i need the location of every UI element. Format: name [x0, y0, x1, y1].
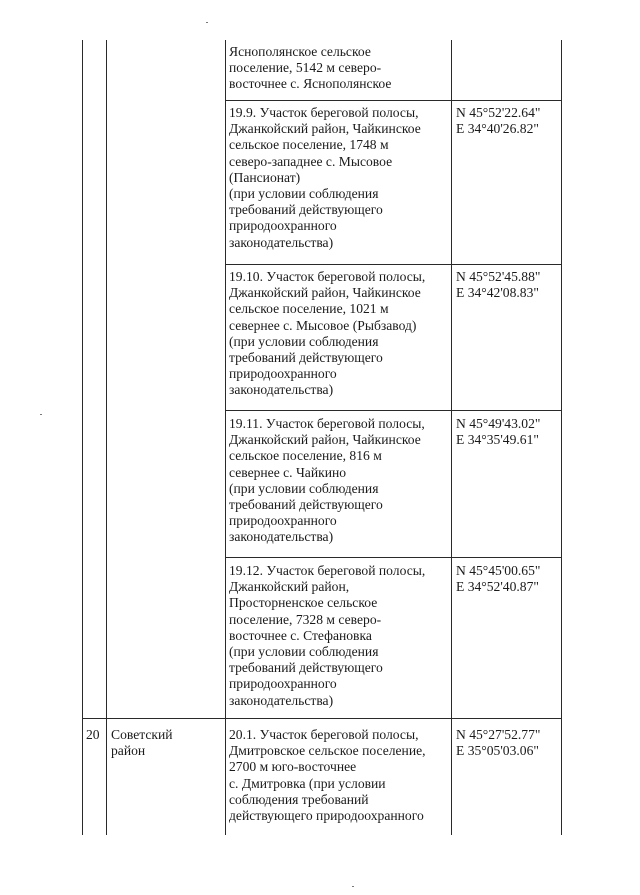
- row-divider: [225, 100, 562, 101]
- text-line: требований действующего: [229, 497, 383, 513]
- text-line: сельское поселение, 1021 м: [229, 301, 389, 317]
- coordinate-longitude: E 35°05'03.06": [456, 743, 539, 759]
- text-line: Джанкойский район, Чайкинское: [229, 432, 421, 448]
- coordinate-latitude: N 45°52'22.64": [456, 105, 541, 120]
- scan-speck: [352, 886, 354, 887]
- text-line: севернее с. Чайкино: [229, 464, 347, 480]
- cell-description-20-1: [229, 727, 426, 824]
- district-name-line: район: [111, 743, 146, 759]
- text-line: Джанкойский район,: [229, 579, 350, 595]
- table-column-divider-2: [225, 40, 226, 835]
- cell-description-19-9: [229, 105, 421, 251]
- text-line: (при условии соблюдения: [229, 333, 379, 349]
- text-line: севернее с. Мысовое (Рыбзавод): [229, 317, 417, 333]
- cell-row-number-20: [86, 727, 100, 743]
- text-line: законодательства): [229, 692, 334, 708]
- text-line: 19.10. Участок береговой полосы,: [229, 269, 426, 284]
- coordinate-latitude: N 45°27'52.77": [456, 727, 541, 742]
- text-line: природоохранного: [229, 218, 337, 234]
- text-line: Просторненское сельское: [229, 595, 378, 611]
- text-line: 19.12. Участок береговой полосы,: [229, 563, 426, 578]
- text-line: поселение, 7328 м северо-: [229, 611, 382, 627]
- text-line: сельское поселение, 1748 м: [229, 137, 389, 153]
- table-column-divider-1: [106, 40, 107, 835]
- coordinate-latitude: N 45°49'43.02": [456, 416, 541, 431]
- text-line: природоохранного: [229, 513, 337, 529]
- cell-description-19-10: [229, 269, 425, 399]
- row-divider: [225, 410, 562, 411]
- text-line: действующего природоохранного: [229, 808, 424, 824]
- text-line: Дмитровское сельское поселение,: [229, 743, 426, 759]
- row-divider: [82, 718, 562, 719]
- row-divider: [225, 264, 562, 265]
- text-line: требований действующего: [229, 202, 383, 218]
- text-line: (при условии соблюдения: [229, 644, 379, 660]
- cell-district-20: [111, 727, 173, 759]
- district-name-line: Советский: [111, 727, 173, 742]
- table-border-right: [561, 40, 562, 835]
- text-line: восточнее с. Яснополянское: [229, 76, 392, 92]
- coordinate-longitude: E 34°52'40.87": [456, 579, 539, 595]
- row-divider: [225, 557, 562, 558]
- text-line: требований действующего: [229, 350, 383, 366]
- cell-description-19-12: [229, 563, 425, 709]
- text-line: законодательства): [229, 382, 334, 398]
- row-number: 20: [86, 727, 100, 742]
- scan-speck: [206, 22, 208, 23]
- cell-coordinates-19-10: [456, 269, 540, 301]
- text-line: (при условии соблюдения: [229, 480, 379, 496]
- text-line: с. Дмитровка (при условии: [229, 775, 386, 791]
- cell-continued-description: [229, 44, 391, 93]
- text-line: сельское поселение, 816 м: [229, 448, 382, 464]
- cell-coordinates-19-11: [456, 416, 540, 448]
- text-line: природоохранного: [229, 366, 337, 382]
- table-column-divider-3: [451, 40, 452, 835]
- text-line: Яснополянское сельское: [229, 44, 371, 59]
- text-line: поселение, 5142 м северо-: [229, 60, 382, 76]
- cell-description-19-11: [229, 416, 425, 546]
- text-line: 19.9. Участок береговой полосы,: [229, 105, 419, 120]
- text-line: 19.11. Участок береговой полосы,: [229, 416, 425, 431]
- coordinate-latitude: N 45°45'00.65": [456, 563, 541, 578]
- text-line: (при условии соблюдения: [229, 186, 379, 202]
- cell-coordinates-19-9: [456, 105, 540, 137]
- text-line: Джанкойский район, Чайкинское: [229, 285, 421, 301]
- coordinate-longitude: E 34°40'26.82": [456, 121, 539, 137]
- text-line: 2700 м юго-восточнее: [229, 759, 357, 775]
- scan-speck: [40, 414, 42, 415]
- text-line: природоохранного: [229, 676, 337, 692]
- text-line: законодательства): [229, 529, 334, 545]
- text-line: (Пансионат): [229, 169, 301, 185]
- coordinate-longitude: E 34°35'49.61": [456, 432, 539, 448]
- text-line: Джанкойский район, Чайкинское: [229, 121, 421, 137]
- table-border-left: [82, 40, 83, 835]
- text-line: восточнее с. Стефановка: [229, 627, 372, 643]
- text-line: требований действующего: [229, 660, 383, 676]
- coordinate-longitude: E 34°42'08.83": [456, 285, 539, 301]
- text-line: законодательства): [229, 234, 334, 250]
- coordinate-latitude: N 45°52'45.88": [456, 269, 541, 284]
- text-line: северо-западнее с. Мысовое: [229, 153, 393, 169]
- text-line: 20.1. Участок береговой полосы,: [229, 727, 419, 742]
- cell-coordinates-19-12: [456, 563, 540, 595]
- cell-coordinates-20-1: [456, 727, 540, 759]
- text-line: соблюдения требований: [229, 791, 369, 807]
